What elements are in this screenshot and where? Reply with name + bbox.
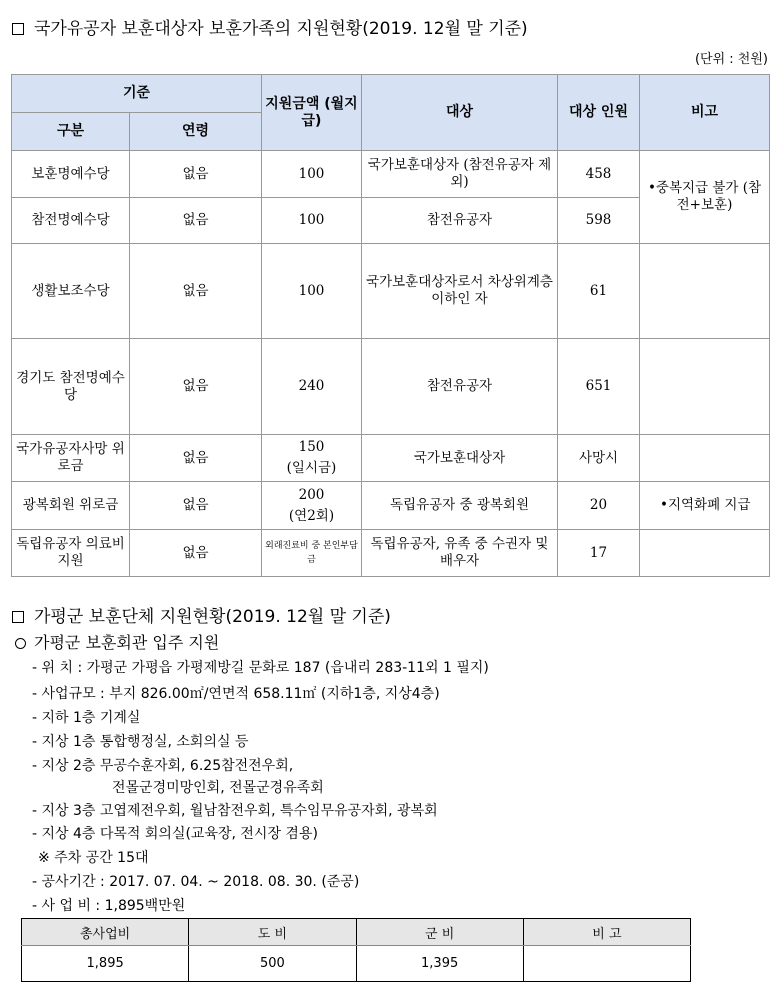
- cell-count: 598: [558, 198, 640, 244]
- detail-scale: - 사업규모 : 부지 826.00㎡/연면적 658.11㎡ (지하1층, 지상4층): [32, 686, 440, 702]
- cell-category: 참전명예수당: [12, 198, 130, 244]
- table-row: [12, 339, 770, 435]
- cell-target: 국가보훈대상자: [362, 435, 558, 482]
- detail-b1: - 지하 1층 기계실: [32, 710, 141, 726]
- section1-title: 국가유공자 보훈대상자 보훈가족의 지원현황(2019. 12월 말 기준): [12, 14, 528, 39]
- cell-age: 없음: [130, 482, 262, 530]
- cell-age: 없음: [130, 435, 262, 482]
- table-row: [22, 946, 691, 982]
- detail-f1: - 지상 1층 통합행정실, 소회의실 등: [32, 734, 249, 750]
- cell-category: 생활보조수당: [12, 244, 130, 339]
- square-bullet-icon: [12, 611, 24, 623]
- budget-table: [21, 918, 691, 982]
- cell-note: [640, 530, 770, 577]
- detail-f2-cont: 전몰군경미망인회, 전몰군경유족회: [112, 780, 324, 796]
- cell-amount: 외래진료비 중 본인부담금: [262, 530, 362, 577]
- detail-f2: - 지상 2층 무공수훈자회, 6.25참전전우회,: [32, 758, 294, 774]
- header-age: 연령: [130, 113, 262, 151]
- cell-merged-note: •중복지급 불가 (참전+보훈): [640, 151, 770, 244]
- cell-note: [640, 244, 770, 339]
- table-row: [12, 244, 770, 339]
- header-province: 도 비: [189, 919, 356, 946]
- table-header-row: [22, 919, 691, 946]
- table-row: [12, 435, 770, 482]
- table-row: [12, 151, 770, 198]
- detail-f4: - 지상 4층 다목적 회의실(교육장, 전시장 겸용): [32, 826, 318, 842]
- cell-category: 독립유공자 의료비 지원: [12, 530, 130, 577]
- cell-target: 국가보훈대상자 (참전유공자 제외): [362, 151, 558, 198]
- header-remarks: 비 고: [523, 919, 690, 946]
- cell-age: 없음: [130, 198, 262, 244]
- cell-count: 사망시: [558, 435, 640, 482]
- detail-f3: - 지상 3층 고엽제전우회, 월남참전우회, 특수임무유공자회, 광복회: [32, 803, 438, 819]
- cell-count: 651: [558, 339, 640, 435]
- table-row: [12, 530, 770, 577]
- cell-target: 국가보훈대상자로서 차상위계층 이하인 자: [362, 244, 558, 339]
- circle-bullet-icon: [15, 638, 26, 649]
- cell-amount: 240: [262, 339, 362, 435]
- cell-age: 없음: [130, 244, 262, 339]
- header-criteria: 기준: [12, 75, 262, 113]
- cell-note: [640, 435, 770, 482]
- cell-age: 없음: [130, 151, 262, 198]
- support-table: [11, 74, 770, 577]
- header-category: 구분: [12, 113, 130, 151]
- cell-target: 독립유공자, 유족 중 수권자 및 배우자: [362, 530, 558, 577]
- detail-budget: - 사 업 비 : 1,895백만원: [32, 898, 186, 914]
- square-bullet-icon: [12, 23, 24, 35]
- section2-subtitle: 가평군 보훈회관 입주 지원: [15, 630, 219, 653]
- cell-amount: 100: [262, 244, 362, 339]
- cell-age: 없음: [130, 339, 262, 435]
- cell-category: 광복회원 위로금: [12, 482, 130, 530]
- cell-amount: 100: [262, 151, 362, 198]
- detail-location: - 위 치 : 가평군 가평읍 가평제방길 문화로 187 (읍내리 283-11외 1 필지): [32, 660, 489, 676]
- header-total: 총사업비: [22, 919, 189, 946]
- cell-count: 20: [558, 482, 640, 530]
- parking-note: ※ 주차 공간 15대: [38, 850, 149, 866]
- section2-title: 가평군 보훈단체 지원현황(2019. 12월 말 기준): [12, 602, 391, 627]
- cell-count: 458: [558, 151, 640, 198]
- cell-amount: 100: [262, 198, 362, 244]
- cell-total: 1,895: [22, 946, 189, 982]
- cell-category: 보훈명예수당: [12, 151, 130, 198]
- header-amount: 지원금액 (월지급): [262, 75, 362, 151]
- header-note: 비고: [640, 75, 770, 151]
- cell-note: [640, 339, 770, 435]
- header-count: 대상 인원: [558, 75, 640, 151]
- cell-target: 독립유공자 중 광복회원: [362, 482, 558, 530]
- cell-age: 없음: [130, 530, 262, 577]
- cell-target: 참전유공자: [362, 198, 558, 244]
- cell-amount: 150 (일시금): [262, 435, 362, 482]
- cell-count: 61: [558, 244, 640, 339]
- cell-amount: 200 (연2회): [262, 482, 362, 530]
- cell-province: 500: [189, 946, 356, 982]
- cell-remarks: [523, 946, 690, 982]
- cell-category: 국가유공자사망 위로금: [12, 435, 130, 482]
- cell-target: 참전유공자: [362, 339, 558, 435]
- detail-period: - 공사기간 : 2017. 07. 04. ~ 2018. 08. 30. (준공): [32, 874, 360, 890]
- cell-count: 17: [558, 530, 640, 577]
- table-row: [12, 482, 770, 530]
- header-target: 대상: [362, 75, 558, 151]
- cell-note: •지역화폐 지급: [640, 482, 770, 530]
- cell-county: 1,395: [356, 946, 523, 982]
- header-county: 군 비: [356, 919, 523, 946]
- unit-label: (단위 : 천원): [694, 52, 768, 67]
- cell-category: 경기도 참전명예수당: [12, 339, 130, 435]
